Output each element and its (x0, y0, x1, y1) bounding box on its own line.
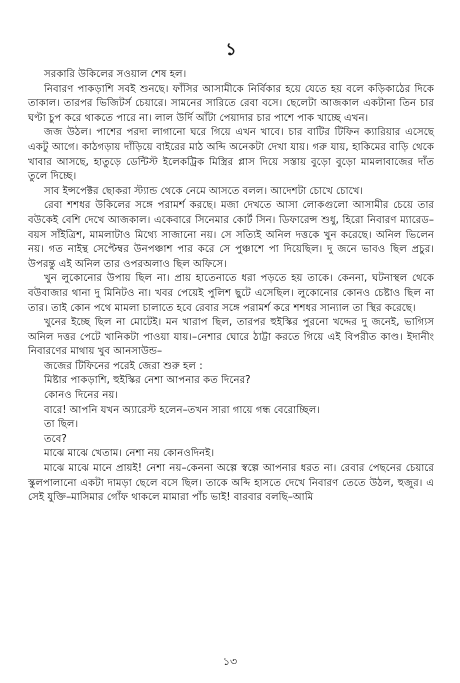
dialogue-line: তা ছিল। (44, 419, 79, 431)
dialogue-line: বারে! আপনি যখন অ্যারেস্ট হলেন–তখন সারা গায়ে গন্ধ বেরোচ্ছিল। (44, 404, 321, 416)
page-number: ১৩ (222, 655, 238, 668)
paragraph: খুনের ইচ্ছে ছিল না মোটেই। মন খারাপ ছিল, তারপর হুইস্কির পুরনো খদ্দের দু জনেই, ভাগ্যিস অনিল দত্তর পেটে খানিকটা পাওয়া যায়।–নেশার ঘোরে ঠাট্টা করতে গিয়ে এই বিপরীত কাণ্ড। ইদানীং নিবারণের মাথায় খুব আনসাউন্ড– (28, 317, 434, 358)
dialogue-line: তবে? (44, 433, 67, 445)
paragraph: মাঝে মাঝে মানে প্রায়ই! নেশা নয়–কেননা অল্পে স্বল্পে আপনার ধরত না। রেবার পেছনের চেয়ারে স্কুলপালানো একটা দামড়া ছেলে বসে ছিল। তাকে অব্দি হাসতে দেখে নিবারণ তেতে উঠল, হুজুর। এ সেই যুক্তি–মাসিমার গোঁফ থাকলে মামারা পাঁচ ভাই! বারবার বলছি–আমি (28, 463, 434, 504)
paragraph: খুন লুকোনোর উপায় ছিল না। প্রায় হাতেনাতে ধরা পড়তে হয় তাকে। কেননা, ঘটনাস্থল থেকে বউবাজার থানা দু মিনিটও না। খবর পেয়েই পুলিশ ছুটে এসেছিল। লুকোনোর কোনও চেষ্টাও ছিল না তার। তাই কোন পথে মামলা চালাতে হবে রেবার সঙ্গে পরামর্শ করে শশধর সান্যাল তা স্থির করেছে। (28, 273, 434, 314)
body-text (28, 68, 434, 506)
paragraph: সাব ইন্সপেক্টর ছোকরা স্ট্যান্ড থেকে নেমে আসতে বলল। আদেশটা চোখে চোখে। (44, 185, 364, 197)
paragraph: নিবারণ পাকড়াশি সবই শুনছে। ফাঁসির আসামীকে নির্বিকার হয়ে যেতে হয় বলে কড়িকাঠের দিকে তাকাল। তারপর ভিজিটর্স চেয়ারে। সামনের সারিতে রেবা বসে। ছেলেটা আজকাল একটানা তিন চার ঘণ্টা চুপ করে থাকতে পারে না। লাল উর্দি আঁটা পেয়াদার চার পাশে পাক খাচ্ছে এখন। (28, 83, 434, 124)
chapter-number: ১ (225, 40, 237, 60)
dialogue-line: জজের টিফিনের পরেই জেরা শুরু হল : (44, 360, 203, 372)
dialogue-line: কোনও দিনের নয়। (44, 390, 119, 402)
paragraph: সরকারি উকিলের সওয়াল শেষ হল। (44, 69, 187, 80)
dialogue-line: মিষ্টার পাকড়াশি, হুইস্কির নেশা আপনার কত দিনের? (44, 375, 251, 387)
paragraph: রেবা শশধর উকিলের সঙ্গে পরামর্শ করছে। মজা দেখতে আসা লোকগুলো আসামীর চেয়ে তার বউকেই বেশি দেখে আজকাল। একেবারে সিনেমার কোর্ট সিন। ডিফারেন্স শুধু, হিরো নিবারণ ম্যারেড–বয়স সাঁইত্রিশ, মামলাটাও মিথ্যে সাজানো নয়। সে সত্যিই অনিল দত্তকে খুন করেছে। অনিল ভিলেন নয়। গত নাইন্থ সেপ্টেম্বর উনপঞ্চাশ পার করে সে পুঞ্চাশে পা দিয়েছিল। দু জনে ভাবও ছিল প্রচুর। উপরন্তু এই অনিল তার ওপরঅলাও ছিল অফিসে। (28, 200, 434, 270)
paragraph: জজ উঠল। পাশের পরদা লাগানো ঘরে গিয়ে এখন খাবে। চার বাটির টিফিন ক্যারিয়ার এসেছে একটু আগে। কাঠগড়ায় দাঁড়িয়ে বাইরের মাঠ অব্দি অনেকটা দেখা যায়। গরু যায়, হাকিমের বাড়ি থেকে খাবার আসছে, হাতুড়ে ডেন্টিস্ট ইলেকট্রিক মিস্ত্রির প্লাস দিয়ে সস্তায় বুড়ো বুড়ো মামলাবাজের দাঁত তুলে দিচ্ছে। (28, 127, 434, 183)
dialogue-line: মাঝে মাঝে খেতাম। নেশা নয় কোনওদিনই। (44, 448, 215, 460)
